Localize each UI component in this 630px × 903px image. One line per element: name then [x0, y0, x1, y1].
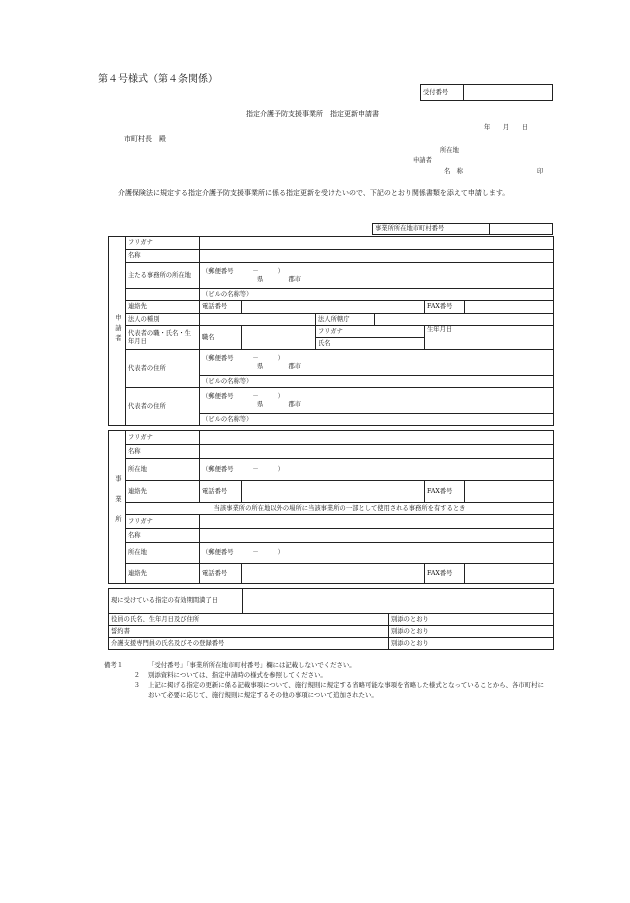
rep-name-label: 氏名 — [316, 338, 425, 350]
phone-label: 電話番号 — [200, 301, 242, 314]
position-label: 職名 — [200, 326, 242, 350]
addressee: 市町村長 殿 — [124, 135, 166, 143]
office-furigana-field[interactable] — [200, 431, 554, 445]
corp-authority-label: 法人所轄庁 — [316, 314, 375, 326]
office-furigana-label: フリガナ — [126, 431, 200, 445]
notes — [104, 661, 544, 701]
sub-office-furigana-field[interactable] — [200, 515, 554, 529]
contact-label: 連絡先 — [126, 301, 200, 314]
validity-end-label: 現に受けている指定の有効期間満了日 — [109, 589, 243, 614]
validity-end-field[interactable] — [243, 589, 554, 614]
office-name-label: 名称 — [126, 445, 200, 459]
applicant-furigana-label: フリガナ — [126, 237, 200, 250]
municipality-code-field[interactable] — [490, 224, 553, 235]
municipality-code-label: 事業所所在地市町村番号 — [373, 224, 490, 235]
note-2: ２ 別添資料については、指定申請時の様式を参照してください。 — [133, 670, 327, 679]
note-1: 備考１ 「受付番号」「事業所所在地市町村番号」欄には記載しないでください。 — [104, 661, 356, 669]
applicant-location-label: 所在地 — [440, 147, 459, 154]
officers-see-attached: 別添のとおり — [389, 614, 554, 626]
sub-office-name-field[interactable] — [200, 529, 554, 543]
applicant-name-field[interactable] — [200, 250, 554, 263]
rep-address-building[interactable]: （ビルの名称等） — [200, 376, 554, 388]
corp-type-label: 法人の種別 — [126, 314, 200, 326]
office-fax-label: FAX番号 — [425, 481, 465, 503]
office-name-field[interactable] — [200, 445, 554, 459]
phone-field[interactable] — [242, 301, 425, 314]
form-number: 第４号様式（第４条関係） — [98, 74, 218, 85]
municipality-code-box — [372, 223, 553, 235]
rep-address-field[interactable]: （郵便番号 － ） 県 郡市 — [200, 350, 554, 376]
sub-office-fax-field[interactable] — [465, 564, 554, 584]
sub-office-fax-label: FAX番号 — [425, 564, 465, 584]
rep-address-field-2[interactable]: （郵便番号 － ） 県 郡市 — [200, 388, 554, 414]
note-3: ３ 上記に掲げる指定の更新に係る記載事項について、施行規則に規定する省略可能な事項を省略した様式となっていることから、各市町村において必要に応じて、施行規則に規定するその他の事項について追加されたい。 — [133, 680, 544, 699]
rep-address-building-2[interactable]: （ビルの名称等） — [200, 414, 554, 426]
care-managers-label: 介護支援専門員の氏名及びその登録番号 — [109, 638, 389, 650]
rep-furigana-label: フリガナ — [316, 326, 425, 338]
office-location-label: 所在地 — [126, 459, 200, 481]
birthdate-label: 生年月日 — [425, 326, 554, 350]
pledge-label: 誓約書 — [109, 626, 389, 638]
sub-office-location-label: 所在地 — [126, 543, 200, 564]
applicant-section-label: 申請者 — [109, 237, 126, 426]
corp-authority-field[interactable] — [375, 314, 554, 326]
sub-office-phone-label: 電話番号 — [200, 564, 242, 584]
fax-field[interactable] — [465, 301, 554, 314]
officers-label: 役員の氏名、生年月日及び住所 — [109, 614, 389, 626]
applicant-furigana-field[interactable] — [200, 237, 554, 250]
rep-address-label-2: 代表者の住所 — [126, 388, 200, 426]
receipt-number-box — [420, 84, 553, 101]
rep-title-label: 代表者の職・氏名・生年月日 — [126, 326, 200, 350]
rep-address-label: 代表者の住所 — [126, 350, 200, 388]
fax-label: FAX番号 — [425, 301, 465, 314]
document-title: 指定介護予防支援事業所 指定更新申請書 — [246, 110, 379, 118]
care-managers-see-attached: 別添のとおり — [389, 638, 554, 650]
pledge-see-attached: 別添のとおり — [389, 626, 554, 638]
sub-office-location-field[interactable]: （郵便番号 － ） — [200, 543, 554, 564]
main-office-address-label: 主たる事務所の所在地 — [126, 263, 200, 289]
date-line: 年 月 日 — [484, 124, 529, 131]
sub-office-name-label: 名称 — [126, 529, 200, 543]
seal-mark: 印 — [537, 168, 544, 175]
main-office-building[interactable]: （ビルの名称等） — [200, 289, 554, 301]
applicant-name-row-label: 名称 — [126, 250, 200, 263]
receipt-number-label: 受付番号 — [421, 85, 464, 101]
office-location-field[interactable]: （郵便番号 － ） — [200, 459, 554, 481]
applicant-label: 申請者 — [413, 157, 432, 164]
position-field[interactable] — [242, 326, 316, 350]
intro-paragraph: 介護保険法に規定する指定介護予防支援事業所に係る指定更新を受けたいので、下記のとおり関係書類を添えて申請します。 — [118, 189, 510, 197]
sub-office-contact-label: 連絡先 — [126, 564, 200, 584]
office-table — [108, 430, 554, 584]
receipt-number-field[interactable] — [464, 85, 553, 101]
office-section-label: 事業所 — [109, 431, 126, 584]
applicant-name-label: 名 称 — [444, 168, 463, 175]
office-phone-field[interactable] — [242, 481, 425, 503]
office-phone-label: 電話番号 — [200, 481, 242, 503]
office-fax-field[interactable] — [465, 481, 554, 503]
application-table — [108, 236, 554, 426]
sub-office-furigana-label: フリガナ — [126, 515, 200, 529]
main-office-address-field[interactable]: （郵便番号 － ） 県 郡市 — [200, 263, 554, 289]
sub-office-phone-field[interactable] — [242, 564, 425, 584]
office-contact-label: 連絡先 — [126, 481, 200, 503]
bottom-table — [108, 588, 554, 650]
other-office-note: 当該事業所の所在地以外の場所に当該事業所の一部として使用される事務所を有するとき — [126, 503, 554, 515]
corp-type-field[interactable] — [200, 314, 316, 326]
